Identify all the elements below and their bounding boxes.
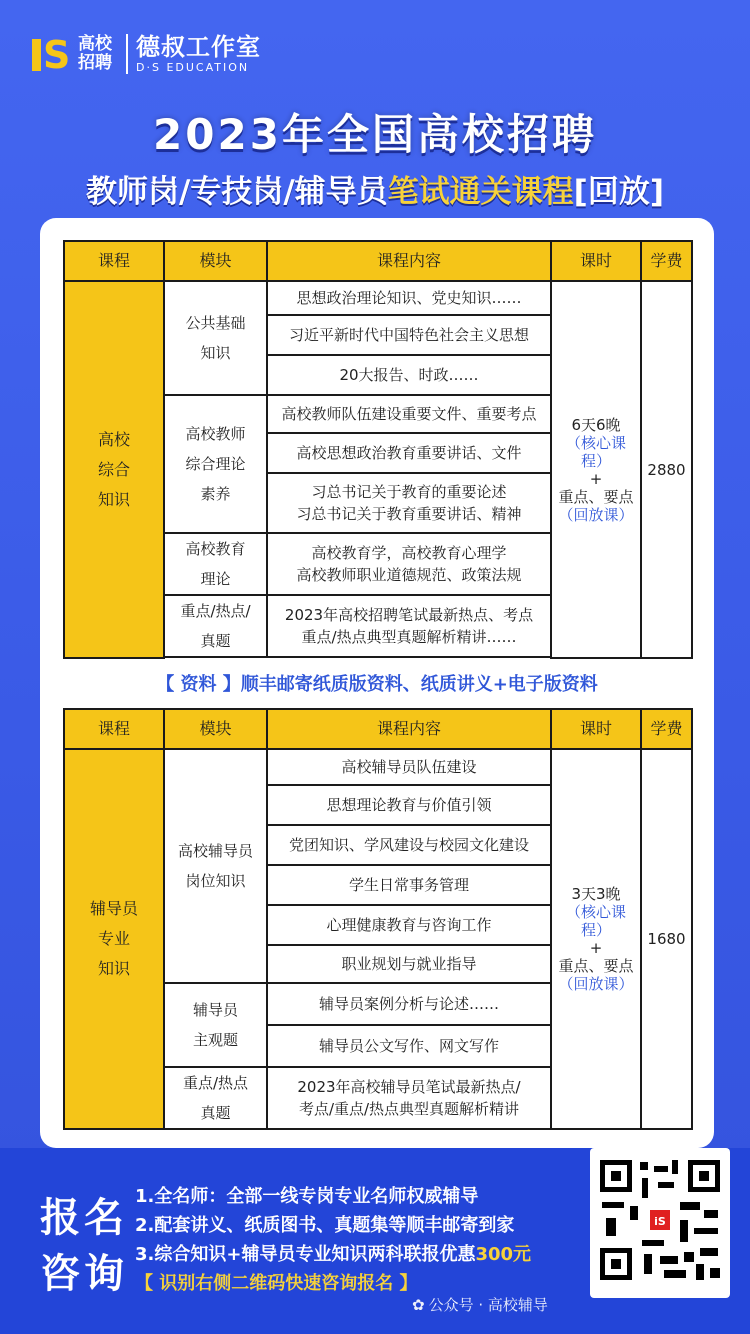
- logo-studio: [136, 33, 261, 75]
- course-table-2: [63, 708, 693, 1130]
- module-cell: 高校教师 综合理论 素养: [164, 395, 267, 533]
- header-fee: 学费: [641, 241, 692, 281]
- qr-code[interactable]: [590, 1148, 730, 1298]
- wechat-icon: ✿: [412, 1296, 425, 1314]
- material-note: 【 资料 】顺丰邮寄纸质版资料、纸质讲义+电子版资料: [156, 674, 598, 695]
- header-module: 模块: [164, 241, 267, 281]
- main-title: 2023年全国高校招聘: [153, 110, 597, 159]
- content-cell: 高校教育学，高校教育心理学 高校教师职业道德规范、政策法规: [267, 533, 551, 595]
- content-cell: 思想政治理论知识、党史知识……: [267, 281, 551, 315]
- content-cell: 高校思想政治教育重要讲话、文件: [267, 433, 551, 473]
- signup-label: 报名 咨询: [40, 1195, 128, 1297]
- qr-note: 【 识别右侧二维码快速咨询报名 】: [135, 1273, 418, 1294]
- header-content: 课程内容: [267, 241, 551, 281]
- logo-divider: [126, 34, 128, 74]
- content-cell: 学生日常事务管理: [267, 865, 551, 905]
- content-cell: 辅导员案例分析与论述……: [267, 983, 551, 1025]
- content-cell: 辅导员公文写作、网文写作: [267, 1025, 551, 1067]
- hours-cell: 6天6晚 （核心课程） + 重点、要点 （回放课）: [551, 281, 641, 658]
- qr-code-icon: [600, 1160, 720, 1280]
- point-2: 2.配套讲义、纸质图书、真题集等顺丰邮寄到家: [135, 1215, 515, 1236]
- module-cell: 高校教育 理论: [164, 533, 267, 595]
- fee-cell: 2880: [641, 281, 692, 658]
- content-cell: 习总书记关于教育的重要论述 习总书记关于教育重要讲话、精神: [267, 473, 551, 533]
- content-cell: 20大报告、时政……: [267, 355, 551, 395]
- header-course: 课程: [64, 709, 164, 749]
- logo-school-text: 高校 招聘: [78, 34, 112, 73]
- sub-title: 教师岗/专技岗/辅导员笔试通关课程[回放]: [86, 174, 664, 210]
- module-cell: 重点/热点/ 真题: [164, 595, 267, 657]
- header-hours: 课时: [551, 709, 641, 749]
- content-cell: 高校教师队伍建设重要文件、重要考点: [267, 395, 551, 433]
- studio-name: 德叔工作室: [136, 33, 261, 61]
- qr-logo: iS: [648, 1208, 672, 1232]
- content-cell: 职业规划与就业指导: [267, 945, 551, 983]
- content-cell: 思想理论教育与价值引领: [267, 785, 551, 825]
- course-name-cell: 辅导员 专业 知识: [64, 749, 164, 1129]
- point-1: 1.全名师：全部一线专岗专业名师权威辅导: [135, 1186, 479, 1207]
- header-course: 课程: [64, 241, 164, 281]
- module-cell: 公共基础 知识: [164, 281, 267, 395]
- content-cell: 2023年高校招聘笔试最新热点、考点 重点/热点典型真题解析精讲……: [267, 595, 551, 657]
- feature-points: [135, 1182, 531, 1298]
- header-hours: 课时: [551, 241, 641, 281]
- fee-cell: 1680: [641, 749, 692, 1129]
- studio-en: D·S EDUCATION: [136, 61, 250, 74]
- module-cell: 辅导员 主观题: [164, 983, 267, 1067]
- content-cell: 习近平新时代中国特色社会主义思想: [267, 315, 551, 355]
- watermark: ✿ 公众号 · 高校辅导: [412, 1296, 548, 1314]
- content-cell: 2023年高校辅导员笔试最新热点/ 考点/重点/热点典型真题解析精讲: [267, 1067, 551, 1129]
- module-cell: 高校辅导员 岗位知识: [164, 749, 267, 983]
- content-cell: 党团知识、学风建设与校园文化建设: [267, 825, 551, 865]
- header-module: 模块: [164, 709, 267, 749]
- module-cell: 重点/热点 真题: [164, 1067, 267, 1129]
- header-content: 课程内容: [267, 709, 551, 749]
- course-name-cell: 高校 综合 知识: [64, 281, 164, 658]
- is-logo-icon: S: [30, 33, 72, 75]
- hours-cell: 3天3晚 （核心课程） + 重点、要点 （回放课）: [551, 749, 641, 1129]
- point-3: 3.综合知识+辅导员专业知识两科联报优惠300元: [135, 1244, 532, 1265]
- header-fee: 学费: [641, 709, 692, 749]
- content-cell: 心理健康教育与咨询工作: [267, 905, 551, 945]
- content-cell: 高校辅导员队伍建设: [267, 749, 551, 785]
- brand-logo: [30, 30, 261, 78]
- course-table-1: [63, 240, 693, 659]
